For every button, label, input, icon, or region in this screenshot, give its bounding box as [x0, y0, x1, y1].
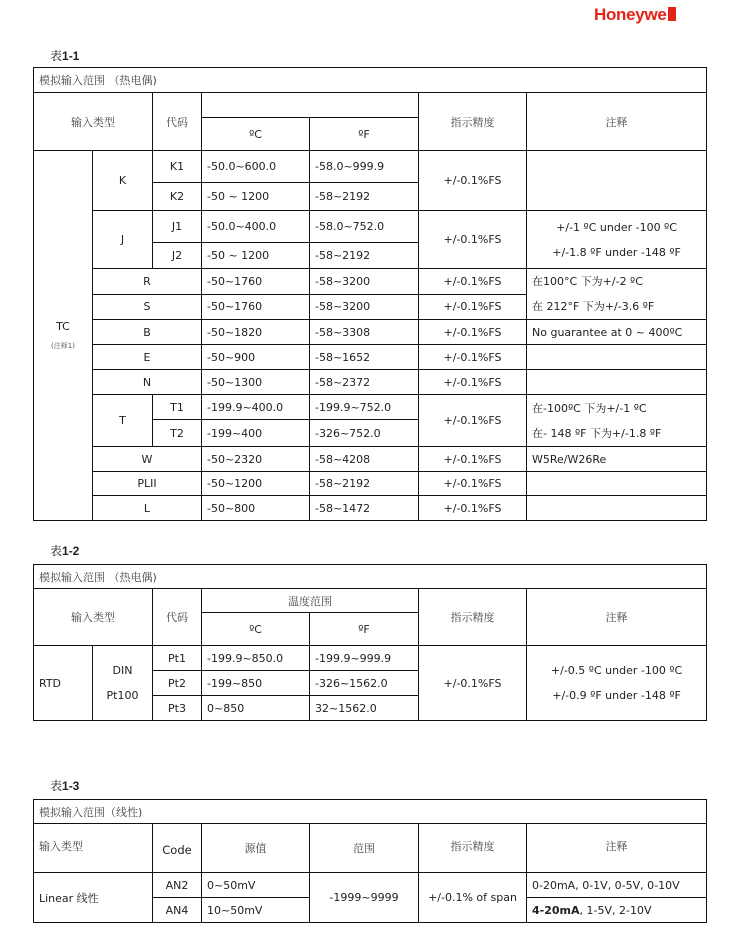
subtype-cell [93, 646, 153, 721]
table1-caption [50, 47, 79, 64]
type-w: W [93, 447, 202, 472]
table1 [33, 67, 707, 521]
type-s: S [93, 294, 202, 320]
subtype-line: Pt100 [106, 689, 139, 702]
header-notes: 注释 [527, 93, 707, 151]
note-cell [527, 345, 707, 370]
tc-label: TC [56, 320, 70, 333]
header-celsius: ºC [202, 613, 310, 646]
note-line: 在100°C 下为+/-2 ºC [532, 275, 643, 288]
table2 [33, 564, 707, 721]
header-fahrenheit: ºF [310, 118, 419, 151]
table-row [34, 151, 707, 183]
celsius-cell: -50~1760 [202, 294, 310, 320]
table-row [34, 646, 707, 671]
type-r: R [93, 269, 202, 295]
accuracy-cell: +/-0.1%FS [419, 472, 527, 496]
fahrenheit-cell: -58.0~752.0 [310, 211, 419, 243]
caption-number: 1-2 [62, 544, 80, 558]
type-b: B [93, 320, 202, 345]
note-cell: No guarantee at 0 ~ 400ºC [527, 320, 707, 345]
fahrenheit-cell: -58~2192 [310, 472, 419, 496]
subtype-line: DIN [112, 664, 133, 677]
table1-title: 模拟输入范围 （热电偶) [34, 68, 707, 93]
celsius-cell: -50~1760 [202, 269, 310, 295]
fahrenheit-cell: -199.9~999.9 [310, 646, 419, 671]
celsius-cell: -50~1200 [202, 472, 310, 496]
fahrenheit-cell: -58~2192 [310, 243, 419, 269]
table-row [34, 269, 707, 295]
accuracy-cell: +/-0.1%FS [419, 447, 527, 472]
type-l: L [93, 496, 202, 521]
rtd-cell: RTD [34, 646, 93, 721]
celsius-cell: -50~1300 [202, 370, 310, 395]
accuracy-cell: +/-0.1%FS [419, 269, 527, 295]
accuracy-cell: +/-0.1%FS [419, 211, 527, 269]
code-cell: T1 [153, 395, 202, 420]
header-fahrenheit: ºF [310, 613, 419, 646]
note-cell [527, 395, 707, 447]
note-cell: 0-20mA, 0-1V, 0-5V, 0-10V [527, 873, 707, 898]
type-n: N [93, 370, 202, 395]
accuracy-cell: +/-0.1%FS [419, 294, 527, 320]
celsius-cell: -50~800 [202, 496, 310, 521]
note-cell [527, 269, 707, 320]
accuracy-cell: +/-0.1%FS [419, 395, 527, 447]
fahrenheit-cell: -58~1472 [310, 496, 419, 521]
note-cell [527, 496, 707, 521]
code-cell: J2 [153, 243, 202, 269]
note-cell: W5Re/W26Re [527, 447, 707, 472]
fahrenheit-cell: -58.0~999.9 [310, 151, 419, 183]
accuracy-cell: +/-0.1%FS [419, 646, 527, 721]
fahrenheit-cell: -58~3308 [310, 320, 419, 345]
table-row [34, 472, 707, 496]
fahrenheit-cell: 32~1562.0 [310, 696, 419, 721]
celsius-cell: 0~850 [202, 696, 310, 721]
note-cell [527, 472, 707, 496]
logo-block [668, 7, 676, 21]
note-cell [527, 898, 707, 923]
header-accuracy: 指示精度 [419, 824, 527, 873]
header-input-type: 输入类型 [34, 93, 153, 151]
header-notes: 注释 [527, 589, 707, 646]
header-range [202, 93, 419, 118]
code-cell: Pt2 [153, 671, 202, 696]
table3-caption [50, 777, 79, 794]
celsius-cell: -50~2320 [202, 447, 310, 472]
fahrenheit-cell: -326~752.0 [310, 420, 419, 447]
tc-note: (注释1) [51, 342, 75, 350]
caption-prefix: 表 [50, 49, 63, 63]
header-accuracy: 指示精度 [419, 589, 527, 646]
honeywell-logo [594, 5, 676, 25]
fahrenheit-cell: -58~1652 [310, 345, 419, 370]
tc-cell [34, 151, 93, 521]
celsius-cell: -50~900 [202, 345, 310, 370]
fahrenheit-cell: -58~4208 [310, 447, 419, 472]
note-line: +/-0.9 ºF under -148 ºF [552, 689, 681, 702]
source-cell: 0~50mV [202, 873, 310, 898]
accuracy-cell: +/-0.1%FS [419, 370, 527, 395]
range-cell: -1999~9999 [310, 873, 419, 923]
header-input-type: 输入类型 [34, 589, 153, 646]
table-row [34, 320, 707, 345]
table-row [34, 395, 707, 420]
celsius-cell: -50 ~ 1200 [202, 183, 310, 211]
header-range: 范围 [310, 824, 419, 873]
accuracy-cell: +/-0.1%FS [419, 320, 527, 345]
note-line: +/-0.5 ºC under -100 ºC [550, 664, 683, 677]
code-cell: T2 [153, 420, 202, 447]
table3 [33, 799, 707, 923]
code-cell: K2 [153, 183, 202, 211]
type-e: E [93, 345, 202, 370]
note-rest: , 1-5V, 2-10V [579, 903, 652, 917]
caption-number: 1-3 [62, 779, 80, 793]
note-cell [527, 370, 707, 395]
celsius-cell: -199.9~850.0 [202, 646, 310, 671]
fahrenheit-cell: -58~3200 [310, 294, 419, 320]
accuracy-cell: +/-0.1% of span [419, 873, 527, 923]
note-line: +/-1.8 ºF under -148 ºF [552, 245, 681, 259]
table-row [34, 496, 707, 521]
table-row [34, 447, 707, 472]
celsius-cell: -50.0~400.0 [202, 211, 310, 243]
fahrenheit-cell: -58~3200 [310, 269, 419, 295]
fahrenheit-cell: -58~2372 [310, 370, 419, 395]
celsius-cell: -50~1820 [202, 320, 310, 345]
celsius-cell: -199.9~400.0 [202, 395, 310, 420]
code-cell: K1 [153, 151, 202, 183]
source-cell: 10~50mV [202, 898, 310, 923]
note-line: 在- 148 ºF 下为+/-1.8 ºF [532, 426, 662, 440]
celsius-cell: -50 ~ 1200 [202, 243, 310, 269]
table-row [34, 211, 707, 243]
header-source: 源值 [202, 824, 310, 873]
caption-number: 1-1 [62, 49, 80, 63]
code-cell: AN4 [153, 898, 202, 923]
caption-prefix: 表 [50, 779, 63, 793]
note-cell [527, 646, 707, 721]
accuracy-cell: +/-0.1%FS [419, 496, 527, 521]
header-code: 代码 [153, 93, 202, 151]
table2-title: 模拟输入范围 （热电偶) [34, 565, 707, 589]
code-cell: Pt3 [153, 696, 202, 721]
celsius-cell: -50.0~600.0 [202, 151, 310, 183]
table2-caption [50, 542, 79, 559]
caption-prefix: 表 [50, 544, 63, 558]
type-plii: PLII [93, 472, 202, 496]
note-line: 在-100ºC 下为+/-1 ºC [532, 401, 647, 415]
note-cell [527, 211, 707, 269]
header-celsius: ºC [202, 118, 310, 151]
accuracy-cell: +/-0.1%FS [419, 345, 527, 370]
header-accuracy: 指示精度 [419, 93, 527, 151]
table3-title: 模拟输入范围（线性) [34, 800, 707, 824]
code-cell: AN2 [153, 873, 202, 898]
celsius-cell: -199~850 [202, 671, 310, 696]
code-cell: Pt1 [153, 646, 202, 671]
type-t: T [93, 395, 153, 447]
note-cell [527, 151, 707, 211]
code-cell: J1 [153, 211, 202, 243]
note-line: +/-1 ºC under -100 ºC [556, 220, 677, 234]
logo-text: Honeywe [594, 5, 667, 24]
celsius-cell: -199~400 [202, 420, 310, 447]
header-code: Code [153, 824, 202, 873]
type-k: K [93, 151, 153, 211]
table-row [34, 873, 707, 898]
table-row [34, 370, 707, 395]
fahrenheit-cell: -58~2192 [310, 183, 419, 211]
fahrenheit-cell: -199.9~752.0 [310, 395, 419, 420]
note-line: 在 212°F 下为+/-3.6 ºF [532, 300, 655, 313]
linear-cell: Linear 线性 [34, 873, 153, 923]
header-input-type: 输入类型 [34, 824, 153, 873]
accuracy-cell: +/-0.1%FS [419, 151, 527, 211]
header-notes: 注释 [527, 824, 707, 873]
note-bold: 4-20mA [532, 903, 580, 917]
table-row [34, 345, 707, 370]
header-range: 温度范围 [202, 589, 419, 613]
header-code: 代码 [153, 589, 202, 646]
type-j: J [93, 211, 153, 269]
fahrenheit-cell: -326~1562.0 [310, 671, 419, 696]
